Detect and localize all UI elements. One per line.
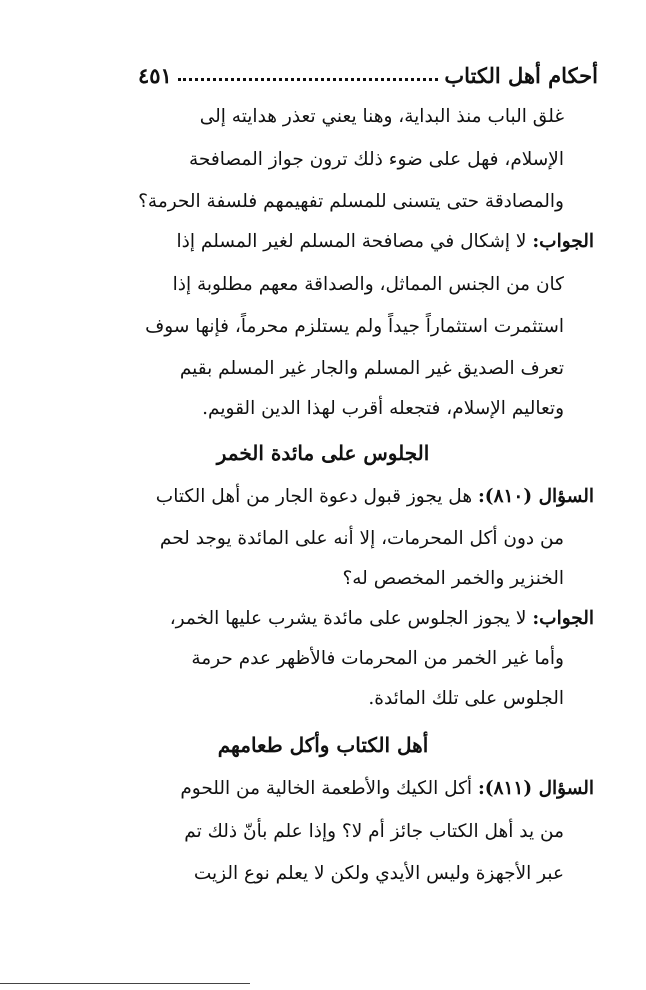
- answer-label: الجواب:: [532, 231, 594, 252]
- question-text: هل يجوز قبول دعوة الجار من أهل الكتاب: [155, 486, 473, 507]
- text-line: غلق الباب منذ البداية، وهنا يعني تعذر هدايته إلى: [199, 106, 564, 127]
- running-header: [138, 48, 598, 88]
- question-label: السؤال (٨١١):: [477, 778, 594, 799]
- answer-label: الجواب:: [532, 608, 594, 629]
- text-line: الإسلام، فهل على ضوء ذلك ترون جواز المصافحة: [188, 149, 564, 170]
- text-line: من دون أكل المحرمات، إلا أنه على المائدة يوجد لحم: [159, 528, 564, 549]
- section-heading: أهل الكتاب وأكل طعامهم: [217, 733, 429, 757]
- text-line: الجلوس على تلك المائدة.: [368, 688, 564, 709]
- question-line: [156, 488, 594, 507]
- question-text: أكل الكيك والأطعمة الخالية من اللحوم: [180, 778, 473, 799]
- text-line: كان من الجنس المماثل، والصداقة معهم مطلوبة إذا: [172, 274, 564, 295]
- text-line: من يد أهل الكتاب جائز أم لا؟ وإذا علم بأنّ ذلك تم: [184, 821, 564, 842]
- answer-line: [170, 610, 594, 629]
- text-line: والمصادقة حتى يتسنى للمسلم تفهيمهم فلسفة الحرمة؟: [138, 191, 564, 212]
- text-line: وتعاليم الإسلام، فتجعله أقرب لهذا الدين القويم.: [202, 398, 564, 419]
- answer-line: [177, 233, 594, 252]
- text-line: تعرف الصديق غير المسلم والجار غير المسلم بقيم: [179, 358, 564, 379]
- section-heading: الجلوس على مائدة الخمر: [216, 441, 430, 465]
- text-line: وأما غير الخمر من المحرمات فالأظهر عدم حرمة: [191, 648, 564, 669]
- footer-rule: [0, 983, 250, 984]
- running-title: أحكام أهل الكتاب: [444, 63, 598, 88]
- question-line: [180, 780, 594, 799]
- dot-leader: [178, 77, 439, 81]
- text-line: الخنزير والخمر المخصص له؟: [342, 568, 564, 589]
- page-number: ٤٥١: [138, 63, 172, 88]
- text-line: استثمرت استثماراً جيداً ولم يستلزم محرماً، فإنها سوف: [145, 316, 564, 337]
- answer-text: لا يجوز الجلوس على مائدة يشرب عليها الخمر،: [169, 608, 527, 629]
- answer-text: لا إشكال في مصافحة المسلم لغير المسلم إذا: [176, 231, 527, 252]
- text-line: عبر الأجهزة وليس الأيدي ولكن لا يعلم نوع الزيت: [193, 863, 564, 884]
- question-label: السؤال (٨١٠):: [477, 486, 594, 507]
